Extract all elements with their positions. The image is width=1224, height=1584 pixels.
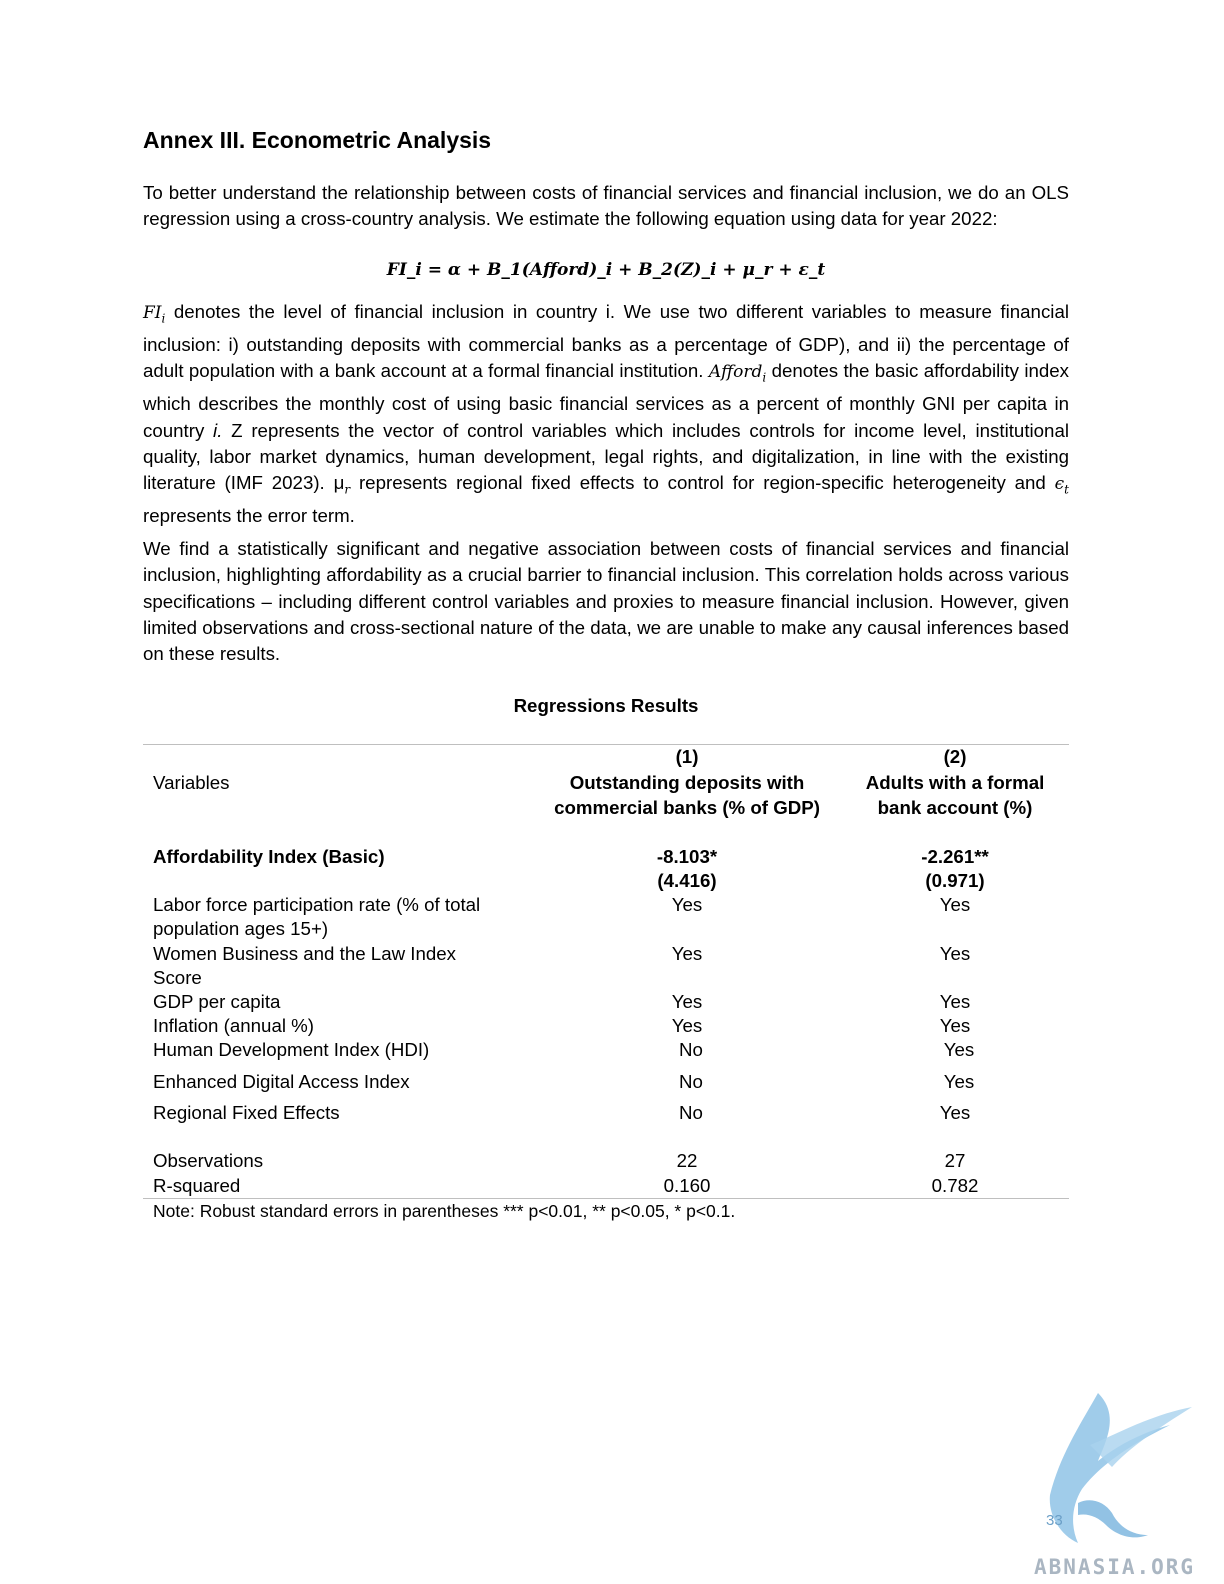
table-row-v2: Yes [939, 894, 971, 915]
col2-header-line2: bank account (%) [877, 797, 1033, 818]
fi-symbol: FI [143, 303, 162, 323]
observations-2: 27 [944, 1150, 966, 1171]
table-row-v1: Yes [671, 991, 703, 1012]
definitions-part4: represents regional fixed effects to control for region-specific heterogeneity and [350, 472, 1055, 494]
country-i: i. [213, 419, 223, 441]
watermark-text: ABNASIA.ORG [1034, 1555, 1196, 1579]
col2-header-line1: Adults with a formal [865, 772, 1045, 793]
r-squared-1: 0.160 [663, 1175, 711, 1196]
regression-equation: FI_i = α + B_1(Afford)_i + B_2(Z)_i + μ_r + ε_t [386, 260, 826, 280]
epsilon-symbol: ϵ [1054, 474, 1065, 495]
key-se-1: (4.416) [657, 870, 717, 891]
afford-subscript: i [762, 371, 767, 386]
key-coef-2: -2.261** [921, 846, 989, 867]
bird-logo-watermark [1020, 1385, 1200, 1555]
definitions-part5: represents the error term. [143, 505, 355, 527]
definitions-part2: denotes the basic affordability index which describes the monthly cost of using basic financial services as a percent of monthly GNI per capita in country [143, 360, 1070, 441]
epsilon-subscript: t [1064, 482, 1069, 497]
table-row-label: Human Development Index (HDI) [153, 1039, 430, 1060]
table-row-label: Inflation (annual %) [153, 1015, 315, 1036]
table-row-v1: No [679, 1039, 703, 1060]
variables-header: Variables [153, 772, 230, 793]
table-row-v1: Yes [671, 943, 703, 964]
key-se-2: (0.971) [925, 870, 985, 891]
r-squared-2: 0.782 [931, 1175, 979, 1196]
table-row-v2: Yes [939, 991, 971, 1012]
table-row-v1: Yes [671, 1015, 703, 1036]
col2-number: (2) [943, 746, 967, 767]
table-row-v2: Yes [939, 1102, 971, 1123]
col1-number: (1) [675, 746, 699, 767]
col1-header-line2: commercial banks (% of GDP) [554, 797, 820, 818]
col1-header-line1: Outstanding deposits with [569, 772, 805, 793]
observations-label: Observations [153, 1150, 264, 1171]
observations-1: 22 [676, 1150, 698, 1171]
table-row-v2: Yes [939, 943, 971, 964]
table-title: Regressions Results [513, 695, 699, 716]
definitions-part1: denotes the level of financial inclusion in country i. We use two different variables to measure financial inclusion: i) outstanding deposits with commercial banks as a percentage of GDP), and ii) the percentage of adult population with a bank account at a formal financial institution. [143, 301, 1069, 382]
afford-symbol: Afford [708, 362, 763, 383]
table-row-v2: Yes [943, 1039, 975, 1060]
r-squared-label: R-squared [153, 1175, 241, 1196]
definitions-paragraph [143, 299, 1069, 530]
page-number: 33 [1046, 1512, 1063, 1529]
findings-paragraph: We find a statistically significant and negative association between costs of financial services and financial inclusion, highlighting affordability as a crucial barrier to financial inclusion. This correlation holds across various specifications – including different control variables and proxies to measure financial inclusion. However, given limited observations and cross-sectional nature of the data, we are unable to make any causal inferences based on these results. [143, 538, 1069, 665]
key-coef-1: -8.103* [656, 846, 718, 867]
mu-symbol: μ [333, 472, 345, 494]
fi-subscript: i [161, 311, 166, 326]
table-row-label: Enhanced Digital Access Index [153, 1071, 410, 1092]
table-row-label: GDP per capita [153, 991, 281, 1012]
table-row-v1: Yes [671, 894, 703, 915]
table-row-v2: Yes [939, 1015, 971, 1036]
section-heading: Annex III. Econometric Analysis [143, 127, 492, 153]
table-row-v2: Yes [943, 1071, 975, 1092]
intro-paragraph: To better understand the relationship between costs of financial services and financial inclusion, we do an OLS regression using a cross-country analysis. We estimate the following equation using data for year 2022: [143, 182, 1069, 230]
table-note: Note: Robust standard errors in parentheses *** p<0.01, ** p<0.05, * p<0.1. [153, 1201, 736, 1221]
table-row-v1: No [679, 1071, 703, 1092]
definitions-part3: Z represents the vector of control variables which includes controls for income level, institutional quality, labor market dynamics, human development, legal rights, and digitalization, in line with the existing literature (IMF 2023). [143, 419, 1069, 494]
table-row-label: Labor force participation rate (% of total population ages 15+) [153, 894, 481, 940]
table-row-v1: No [679, 1102, 703, 1123]
mu-subscript: r [344, 482, 351, 497]
table-row-label: Regional Fixed Effects [153, 1102, 340, 1123]
table-row-label: Women Business and the Law Index Score [153, 943, 456, 989]
key-variable-label: Affordability Index (Basic) [153, 846, 385, 867]
